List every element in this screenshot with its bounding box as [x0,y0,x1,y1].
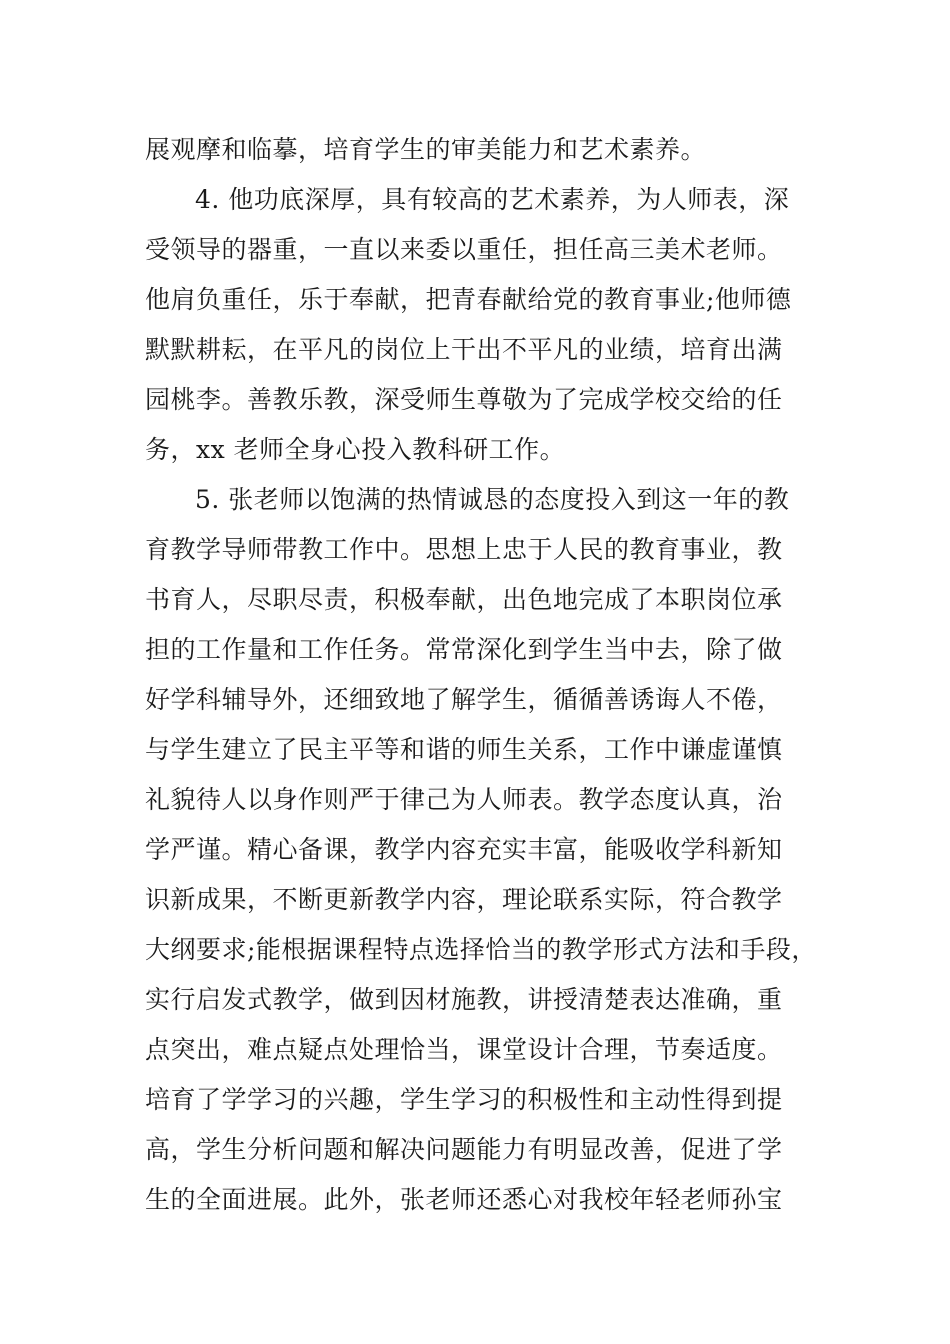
text-line-3: 受领导的器重，一直以来委以重任，担任高三美术老师。 [145,235,783,264]
text-line-9: 育教学导师带教工作中。思想上忠于人民的教育事业，教 [145,535,783,564]
text-line-19: 点突出，难点疑点处理恰当，课堂设计合理，节奏适度。 [145,1035,783,1064]
text-line-10: 书育人，尽职尽责，积极奉献，出色地完成了本职岗位承 [145,585,783,614]
text-line-17: 大纲要求;能根据课程特点选择恰当的教学形式方法和手段， [145,935,817,964]
text-line-16: 识新成果，不断更新教学内容，理论联系实际，符合教学 [145,885,783,914]
text-line-22: 生的全面进展。此外，张老师还悉心对我校年轻老师孙宝 [145,1185,783,1214]
text-line-1: 展观摩和临摹，培育学生的审美能力和艺术素养。 [145,135,707,164]
text-line-18: 实行启发式教学，做到因材施教，讲授清楚表达准确，重 [145,985,783,1014]
text-line-8: 5. 张老师以饱满的热情诚恳的态度投入到这一年的教 [195,485,790,514]
text-line-7: 务，xx 老师全身心投入教科研工作。 [145,435,566,464]
text-line-6: 园桃李。善教乐教，深受师生尊敬为了完成学校交给的任 [145,385,783,414]
text-line-13: 与学生建立了民主平等和谐的师生关系，工作中谦虚谨慎 [145,735,783,764]
text-line-2: 4. 他功底深厚，具有较高的艺术素养，为人师表，深 [195,185,790,214]
text-line-4: 他肩负重任，乐于奉献，把青春献给党的教育事业;他师德 [145,285,792,314]
text-line-20: 培育了学学习的兴趣，学生学习的积极性和主动性得到提 [145,1085,783,1114]
text-line-14: 礼貌待人以身作则严于律己为人师表。教学态度认真，治 [145,785,783,814]
text-line-12: 好学科辅导外，还细致地了解学生，循循善诱诲人不倦， [145,685,783,714]
text-line-21: 高，学生分析问题和解决问题能力有明显改善，促进了学 [145,1135,783,1164]
text-line-5: 默默耕耘，在平凡的岗位上干出不平凡的业绩，培育出满 [145,335,783,364]
text-line-11: 担的工作量和工作任务。常常深化到学生当中去，除了做 [145,635,783,664]
text-line-15: 学严谨。精心备课，教学内容充实丰富，能吸收学科新知 [145,835,783,864]
